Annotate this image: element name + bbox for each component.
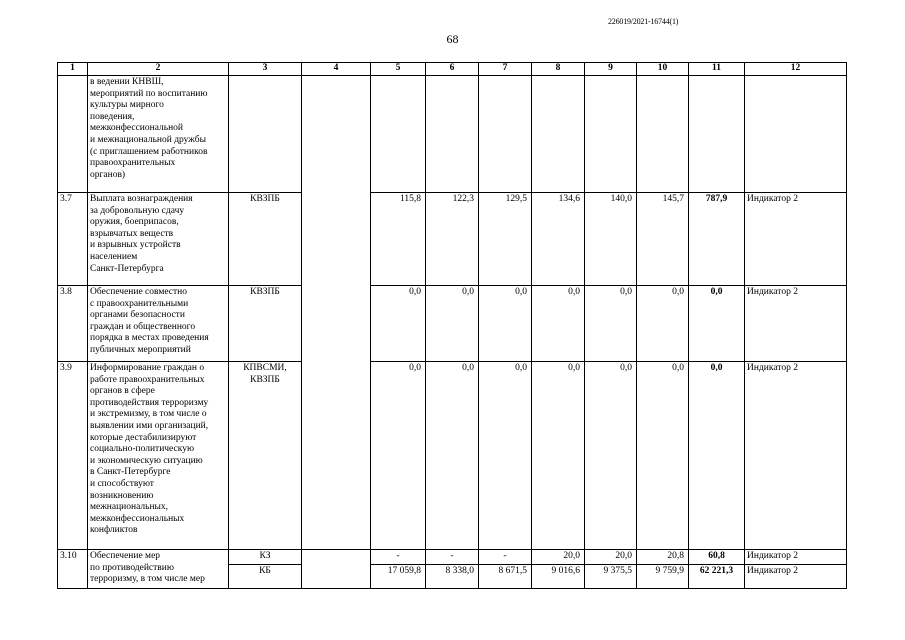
row-number: 3.8: [58, 286, 88, 362]
value-2026: 8 671,5: [479, 564, 532, 588]
value-2027: 0,0: [532, 362, 585, 550]
value-2024: -: [371, 550, 426, 565]
executor: КПВСМИ, КВЗПБ: [229, 362, 302, 550]
row-number: 3.7: [58, 193, 88, 286]
value-2024: 115,8: [371, 193, 426, 286]
executor: КЗ: [229, 550, 302, 565]
executor: КВЗПБ: [229, 193, 302, 286]
value-2029: 9 759,9: [637, 564, 689, 588]
row-number: 3.10: [58, 550, 88, 589]
table-row: [58, 362, 847, 550]
column-header: 6: [426, 63, 479, 76]
value-2024: [371, 76, 426, 193]
value-2028: 0,0: [585, 362, 637, 550]
indicator: Индикатор 2: [745, 564, 847, 588]
value-2027: 134,6: [532, 193, 585, 286]
value-2027: 0,0: [532, 286, 585, 362]
value-2029: 20,8: [637, 550, 689, 565]
indicator: Индикатор 2: [745, 193, 847, 286]
table-row: [58, 286, 847, 362]
indicator: Индикатор 2: [745, 362, 847, 550]
value-total: 787,9: [689, 193, 745, 286]
value-2025: 122,3: [426, 193, 479, 286]
activity-description: Выплата вознаграждения за добровольную сдачу оружия, боеприпасов, взрывчатых веществ и взрывных устройств населением Санкт-Петербурга: [88, 193, 229, 286]
indicator: [745, 76, 847, 193]
value-2028: 9 375,5: [585, 564, 637, 588]
activity-description: Обеспечение мер по противодействию терроризму, в том числе мер: [88, 550, 229, 589]
row-number: [58, 76, 88, 193]
value-total: 62 221,3: [689, 564, 745, 588]
value-2028: 140,0: [585, 193, 637, 286]
column-header: 2: [88, 63, 229, 76]
value-2027: 20,0: [532, 550, 585, 565]
value-total: 60,8: [689, 550, 745, 565]
value-2024: 0,0: [371, 362, 426, 550]
executor: КВЗПБ: [229, 286, 302, 362]
value-2028: 0,0: [585, 286, 637, 362]
value-2025: 0,0: [426, 362, 479, 550]
program-table: [57, 62, 847, 589]
value-2025: [426, 76, 479, 193]
column-header: 8: [532, 63, 585, 76]
column-header: 11: [689, 63, 745, 76]
value-total: 0,0: [689, 286, 745, 362]
column-header: 4: [302, 63, 371, 76]
activity-description: в ведении КНВШ, мероприятий по воспитанию культуры мирного поведения, межконфессиональной и межнациональной дружбы (с приглашением работников правоохранительных органов): [88, 76, 229, 193]
column-header: 3: [229, 63, 302, 76]
value-2029: 0,0: [637, 286, 689, 362]
column-header: 10: [637, 63, 689, 76]
column-number-row: [58, 63, 847, 76]
value-2026: 0,0: [479, 362, 532, 550]
value-total: 0,0: [689, 362, 745, 550]
value-2024: 17 059,8: [371, 564, 426, 588]
executor: [229, 76, 302, 193]
value-2027: 9 016,6: [532, 564, 585, 588]
table-body: [58, 76, 847, 589]
value-2026: -: [479, 550, 532, 565]
value-2029: 0,0: [637, 362, 689, 550]
col4-cell: [302, 550, 371, 589]
value-2026: [479, 76, 532, 193]
col4-cell: [302, 76, 371, 550]
value-2026: 129,5: [479, 193, 532, 286]
document-code: 226019/2021-16744(1): [608, 17, 679, 26]
column-header: 9: [585, 63, 637, 76]
column-header: 5: [371, 63, 426, 76]
value-2024: 0,0: [371, 286, 426, 362]
row-number: 3.9: [58, 362, 88, 550]
activity-description: Информирование граждан о работе правоохранительных органов в сфере противодействия терроризму и экстремизму, в том числе о выявлении ими организаций, которые дестабилизируют социально-политическую и экономическую ситуацию в Санкт-Петербурге и способствуют возникновению межнациональных, межконфессиональных конфликтов: [88, 362, 229, 550]
indicator: Индикатор 2: [745, 286, 847, 362]
column-header: 7: [479, 63, 532, 76]
executor: КБ: [229, 564, 302, 588]
table-row: [58, 76, 847, 193]
value-2029: [637, 76, 689, 193]
value-total: [689, 76, 745, 193]
value-2025: 8 338,0: [426, 564, 479, 588]
value-2026: 0,0: [479, 286, 532, 362]
page-number: 68: [446, 32, 459, 46]
table-row: [58, 550, 847, 565]
table-row: [58, 193, 847, 286]
value-2028: 20,0: [585, 550, 637, 565]
value-2029: 145,7: [637, 193, 689, 286]
value-2027: [532, 76, 585, 193]
column-header: 12: [745, 63, 847, 76]
indicator: Индикатор 2: [745, 550, 847, 565]
value-2028: [585, 76, 637, 193]
column-header: 1: [58, 63, 88, 76]
value-2025: 0,0: [426, 286, 479, 362]
activity-description: Обеспечение совместно с правоохранительными органами безопасности граждан и общественного порядка в местах проведения публичных мероприятий: [88, 286, 229, 362]
value-2025: -: [426, 550, 479, 565]
